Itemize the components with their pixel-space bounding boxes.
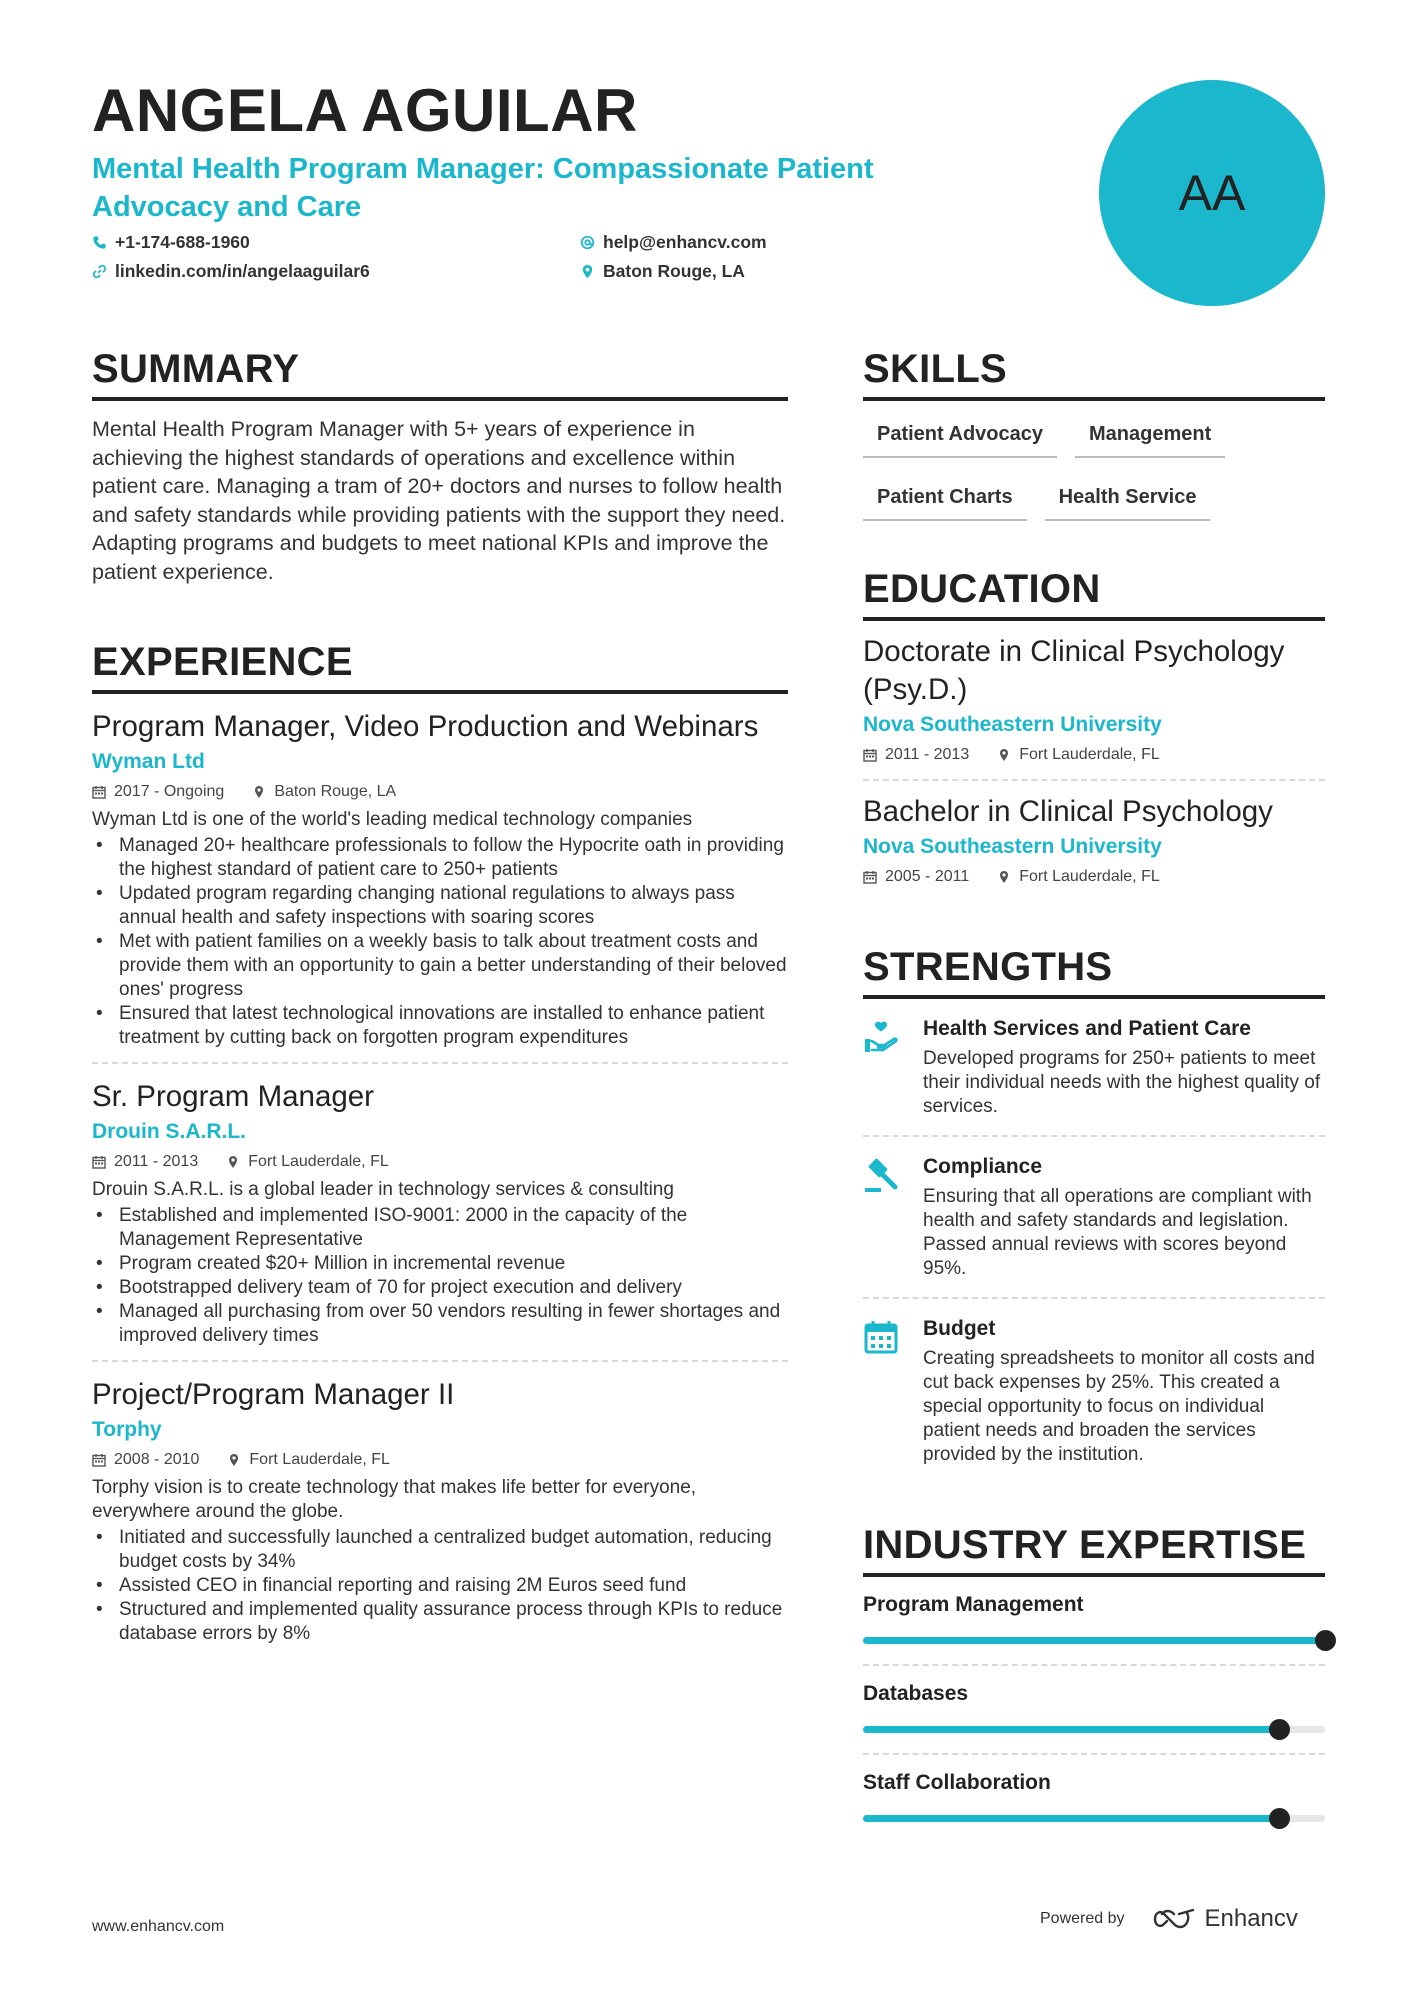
company-description: Wyman Ltd is one of the world's leading medical technology companies [92,809,693,830]
job-bullet: • Structured and implemented quality assurance process through KPIs to reduce database errors by 8% [92,1598,788,1646]
job-meta [92,1450,788,1470]
strength-title: Budget [923,1317,996,1340]
expertise-bar-knob [1269,1719,1290,1740]
job-meta [92,782,788,802]
enhancv-brand-text: Enhancv [1204,1905,1298,1932]
strength-item [863,999,1325,1137]
contact-location [580,260,745,282]
summary-title: SUMMARY [92,345,788,401]
right-column [863,345,1325,1842]
job-bullet: • Managed all purchasing from over 50 vendors resulting in fewer shortages and improved delivery times [92,1300,788,1348]
expertise-item [863,1755,1325,1842]
school-name: Nova Southeastern University [863,713,1162,736]
skill-tag: Patient Charts [863,482,1027,521]
expertise-bar-knob [1315,1630,1336,1651]
contact-phone[interactable] [92,231,250,253]
avatar [1099,80,1325,306]
strength-description: Ensuring that all operations are compliant with health and safety standards and legislation. Passed annual reviews with scores beyond 95%. [923,1186,1312,1279]
job-dates [92,782,224,802]
degree-title: Bachelor in Clinical Psychology [863,795,1273,828]
job-bullet: • Managed 20+ healthcare professionals to follow the Hypocrite oath in providing the highest standard of patient care to 250+ patients [92,834,788,882]
contact-email-text: help@enhancv.com [603,232,767,252]
strength-description: Creating spreadsheets to monitor all costs and cut back expenses by 25%. This created a special opportunity to focus on individual patient needs and broaden the services provided by the institution. [923,1348,1315,1465]
map-pin-icon [226,1155,240,1169]
map-pin-icon [252,785,266,799]
strengths-section [863,943,1325,1483]
job-entry [92,694,788,1064]
footer-branding [1040,1905,1298,1933]
education-dates [863,745,969,765]
calendar-icon [863,1319,899,1355]
calendar-icon [863,748,877,762]
contact-linkedin-text: linkedin.com/in/angelaaguilar6 [115,261,370,281]
education-entry [863,781,1325,901]
job-title: Sr. Program Manager [92,1080,375,1113]
job-meta [92,1152,788,1172]
job-entry [92,1064,788,1362]
hand-heart-icon [863,1019,899,1055]
education-title: EDUCATION [863,565,1325,621]
job-dates-text: 2017 - Ongoing [114,783,225,800]
candidate-headline: Mental Health Program Manager: Compassionate Patient Advocacy and Care [92,153,874,223]
job-location-text: Fort Lauderdale, FL [249,1451,390,1468]
expertise-item [863,1666,1325,1755]
skill-tag: Health Service [1045,482,1211,521]
company-name: Wyman Ltd [92,750,205,773]
skill-tag: Patient Advocacy [863,419,1057,458]
job-dates [92,1450,199,1470]
experience-section [92,638,788,1658]
job-bullets [92,834,788,1050]
strength-title: Compliance [923,1155,1043,1178]
job-bullet: • Assisted CEO in financial reporting and raising 2M Euros seed fund [92,1574,788,1598]
expertise-label: Program Management [863,1593,1084,1616]
calendar-icon [92,785,106,799]
education-location-text: Fort Lauderdale, FL [1019,868,1160,885]
experience-title: EXPERIENCE [92,638,788,694]
job-bullets [92,1204,788,1348]
education-dates-text: 2011 - 2013 [885,746,970,763]
job-location [227,1450,390,1470]
map-pin-icon [997,748,1011,762]
company-name: Torphy [92,1418,162,1441]
calendar-icon [863,870,877,884]
education-section [863,565,1325,901]
footer-website[interactable]: www.enhancv.com [92,1918,225,1935]
expertise-item [863,1577,1325,1666]
job-bullet: • Met with patient families on a weekly basis to talk about treatment costs and provide them with an opportunity to gain a better understanding of their beloved ones' progress [92,930,788,1002]
school-name: Nova Southeastern University [863,835,1162,858]
at-icon [580,235,595,250]
expertise-label: Staff Collaboration [863,1771,1051,1794]
expertise-bar [863,1726,1325,1733]
education-dates [863,867,969,887]
map-pin-icon [580,264,595,279]
job-bullet: • Ensured that latest technological innovations are installed to enhance patient treatment by cutting back on forgotten program expenditures [92,1002,788,1050]
expertise-section [863,1521,1325,1842]
strength-description: Developed programs for 250+ patients to meet their individual needs with the highest quality of services. [923,1048,1321,1117]
education-dates-text: 2005 - 2011 [885,868,970,885]
job-entry [92,1362,788,1658]
contact-email[interactable] [580,231,767,253]
candidate-name: ANGELA AGUILAR [92,77,638,144]
job-location [226,1152,389,1172]
map-pin-icon [997,870,1011,884]
company-description: Drouin S.A.R.L. is a global leader in technology services & consulting [92,1179,674,1200]
strength-title: Health Services and Patient Care [923,1017,1251,1040]
expertise-bar-fill [863,1637,1325,1644]
avatar-initials: AA [1178,165,1246,221]
skill-tag: Management [1075,419,1225,458]
degree-title: Doctorate in Clinical Psychology (Psy.D.) [863,635,1285,706]
skills-list [863,419,1325,521]
education-meta [863,745,1325,765]
expertise-bar-fill [863,1815,1279,1822]
job-title: Program Manager, Video Production and Webinars [92,710,759,743]
powered-by-text: Powered by [1040,1910,1125,1927]
expertise-bar-knob [1269,1808,1290,1829]
summary-text: Mental Health Program Manager with 5+ years of experience in achieving the highest standards of operations and excellence within patient care. Managing a tram of 20+ doctors and nurses to follow health and safety standards while providing patients with the support they need. Adapting programs and budgets to meet national KPIs and improve the patient experience. [92,417,786,584]
strengths-title: STRENGTHS [863,943,1325,999]
link-icon [92,264,107,279]
education-meta [863,867,1325,887]
company-name: Drouin S.A.R.L. [92,1120,246,1143]
contact-linkedin[interactable] [92,260,370,282]
contact-phone-text: +1-174-688-1960 [115,232,250,252]
expertise-bar-fill [863,1726,1279,1733]
job-bullet: • Bootstrapped delivery team of 70 for project execution and delivery [92,1276,788,1300]
education-location-text: Fort Lauderdale, FL [1019,746,1160,763]
education-location [997,867,1160,887]
left-column [92,345,788,1658]
skills-section [863,345,1325,521]
enhancv-logo-icon [1151,1906,1197,1932]
summary-section [92,345,788,586]
job-dates-text: 2008 - 2010 [114,1451,200,1468]
job-location [252,782,396,802]
map-pin-icon [227,1453,241,1467]
contact-location-text: Baton Rouge, LA [603,261,745,281]
job-bullets [92,1526,788,1646]
job-bullet: • Initiated and successfully launched a centralized budget automation, reducing budget costs by 34% [92,1526,788,1574]
expertise-bar [863,1815,1325,1822]
skills-title: SKILLS [863,345,1325,401]
phone-icon [92,235,107,250]
expertise-list [863,1577,1325,1842]
expertise-title: INDUSTRY EXPERTISE [863,1521,1325,1577]
job-location-text: Baton Rouge, LA [274,783,397,800]
job-title: Project/Program Manager II [92,1378,455,1411]
gavel-icon [863,1157,899,1193]
education-entry [863,621,1325,781]
education-location [997,745,1160,765]
enhancv-logo[interactable] [1151,1905,1298,1933]
job-dates-text: 2011 - 2013 [114,1153,199,1170]
job-bullet: • Updated program regarding changing national regulations to always pass annual health and safety inspections with soaring scores [92,882,788,930]
company-description: Torphy vision is to create technology that makes life better for everyone, everywhere around the globe. [92,1477,697,1522]
calendar-icon [92,1453,106,1467]
job-bullet: • Established and implemented ISO-9001: 2000 in the capacity of the Management Representative [92,1204,788,1252]
strength-item [863,1137,1325,1299]
expertise-bar [863,1637,1325,1644]
job-dates [92,1152,198,1172]
strength-item [863,1299,1325,1483]
job-location-text: Fort Lauderdale, FL [248,1153,389,1170]
expertise-label: Databases [863,1682,969,1705]
calendar-icon [92,1155,106,1169]
job-bullet: • Program created $20+ Million in incremental revenue [92,1252,788,1276]
